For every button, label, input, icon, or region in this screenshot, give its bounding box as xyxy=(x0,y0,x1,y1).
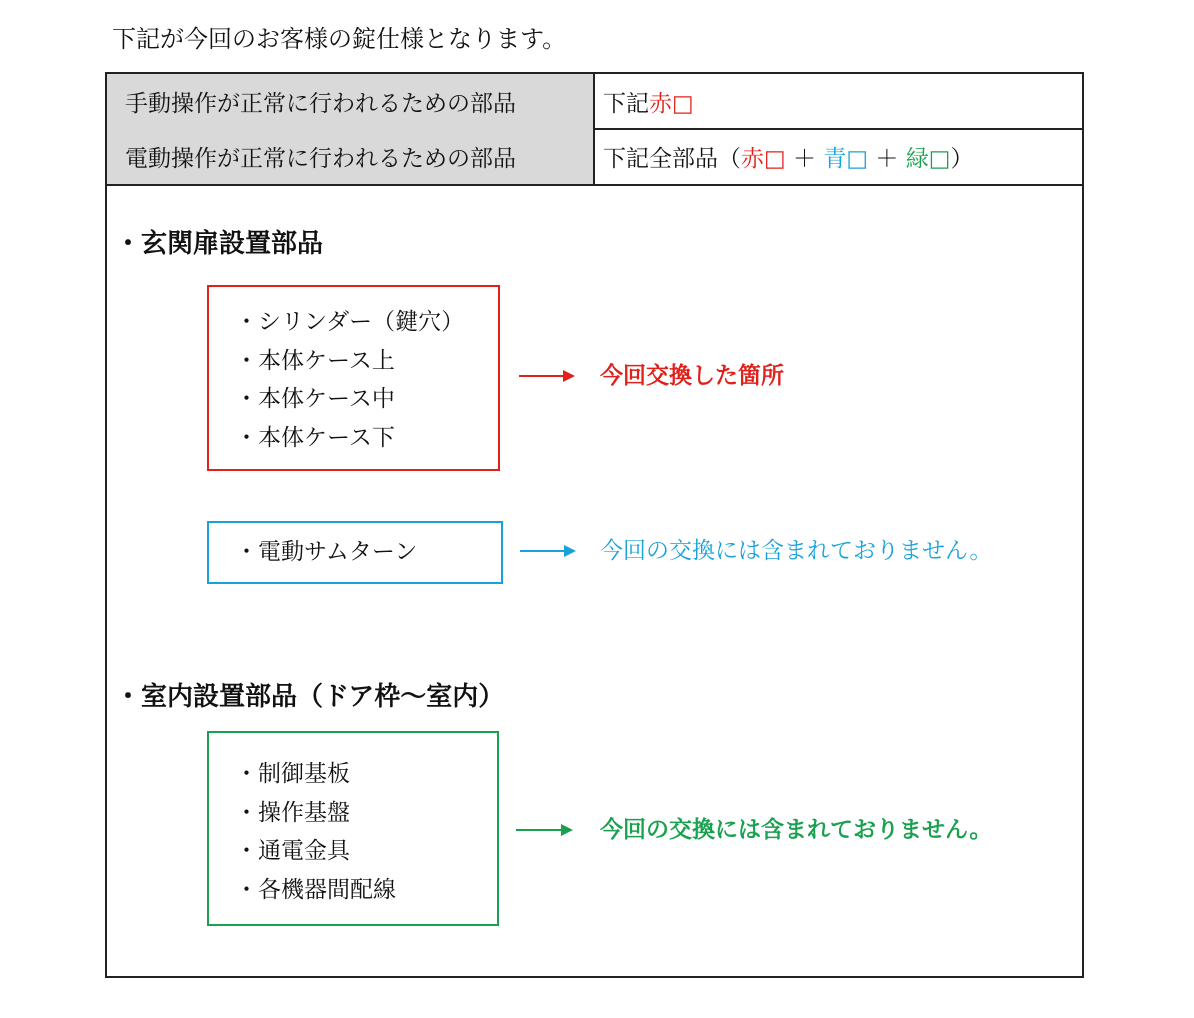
section-title-indoor: ・室内設置部品（ドア枠～室内） xyxy=(115,682,505,712)
part-item: ・操作基盤 xyxy=(235,799,350,826)
plus-sign: ＋ xyxy=(868,145,906,172)
red-box-label: 赤□ xyxy=(741,145,786,172)
green-arrow-icon xyxy=(516,823,573,837)
blue-box-label: 青□ xyxy=(823,145,869,172)
spec-value-electric xyxy=(595,128,1084,184)
spec-row-manual xyxy=(105,72,1084,130)
spec-row-electric xyxy=(105,128,1084,186)
part-item: ・電動サムターン xyxy=(235,539,418,565)
part-item: ・各機器間配線 xyxy=(235,876,396,903)
green-box-label: 緑□ xyxy=(905,145,951,172)
intro-text: 下記が今回のお客様の錠仕様となります。 xyxy=(112,25,567,53)
red-box-label: 赤□ xyxy=(649,90,694,117)
blue-note: 今回の交換には含まれておりません。 xyxy=(600,538,993,564)
red-note: 今回交換した箇所 xyxy=(600,363,784,389)
spec-value-prefix: 下記 xyxy=(603,90,649,117)
blue-arrow-icon xyxy=(520,544,576,558)
part-item: ・通電金具 xyxy=(235,838,350,864)
section-title-entrance: ・玄関扉設置部品 xyxy=(115,229,324,259)
green-parts-box xyxy=(207,731,499,926)
green-note: 今回の交換には含まれておりません。 xyxy=(600,817,993,843)
part-item: ・本体ケース下 xyxy=(235,424,395,451)
part-item: ・シリンダー（鍵穴） xyxy=(235,309,465,335)
part-item: ・本体ケース上 xyxy=(235,347,395,374)
part-item: ・本体ケース中 xyxy=(235,386,395,412)
blue-parts-box xyxy=(207,521,503,584)
red-parts-box xyxy=(207,285,500,471)
part-item: ・制御基板 xyxy=(235,761,350,787)
spec-value-suffix: ） xyxy=(950,145,974,172)
spec-label-manual: 手動操作が正常に行われるための部品 xyxy=(105,72,595,128)
red-arrow-icon xyxy=(519,369,575,383)
plus-sign: ＋ xyxy=(785,145,824,172)
spec-value-manual xyxy=(595,72,1084,128)
spec-value-prefix: 下記全部品（ xyxy=(603,145,741,172)
spec-label-electric: 電動操作が正常に行われるための部品 xyxy=(105,128,595,184)
